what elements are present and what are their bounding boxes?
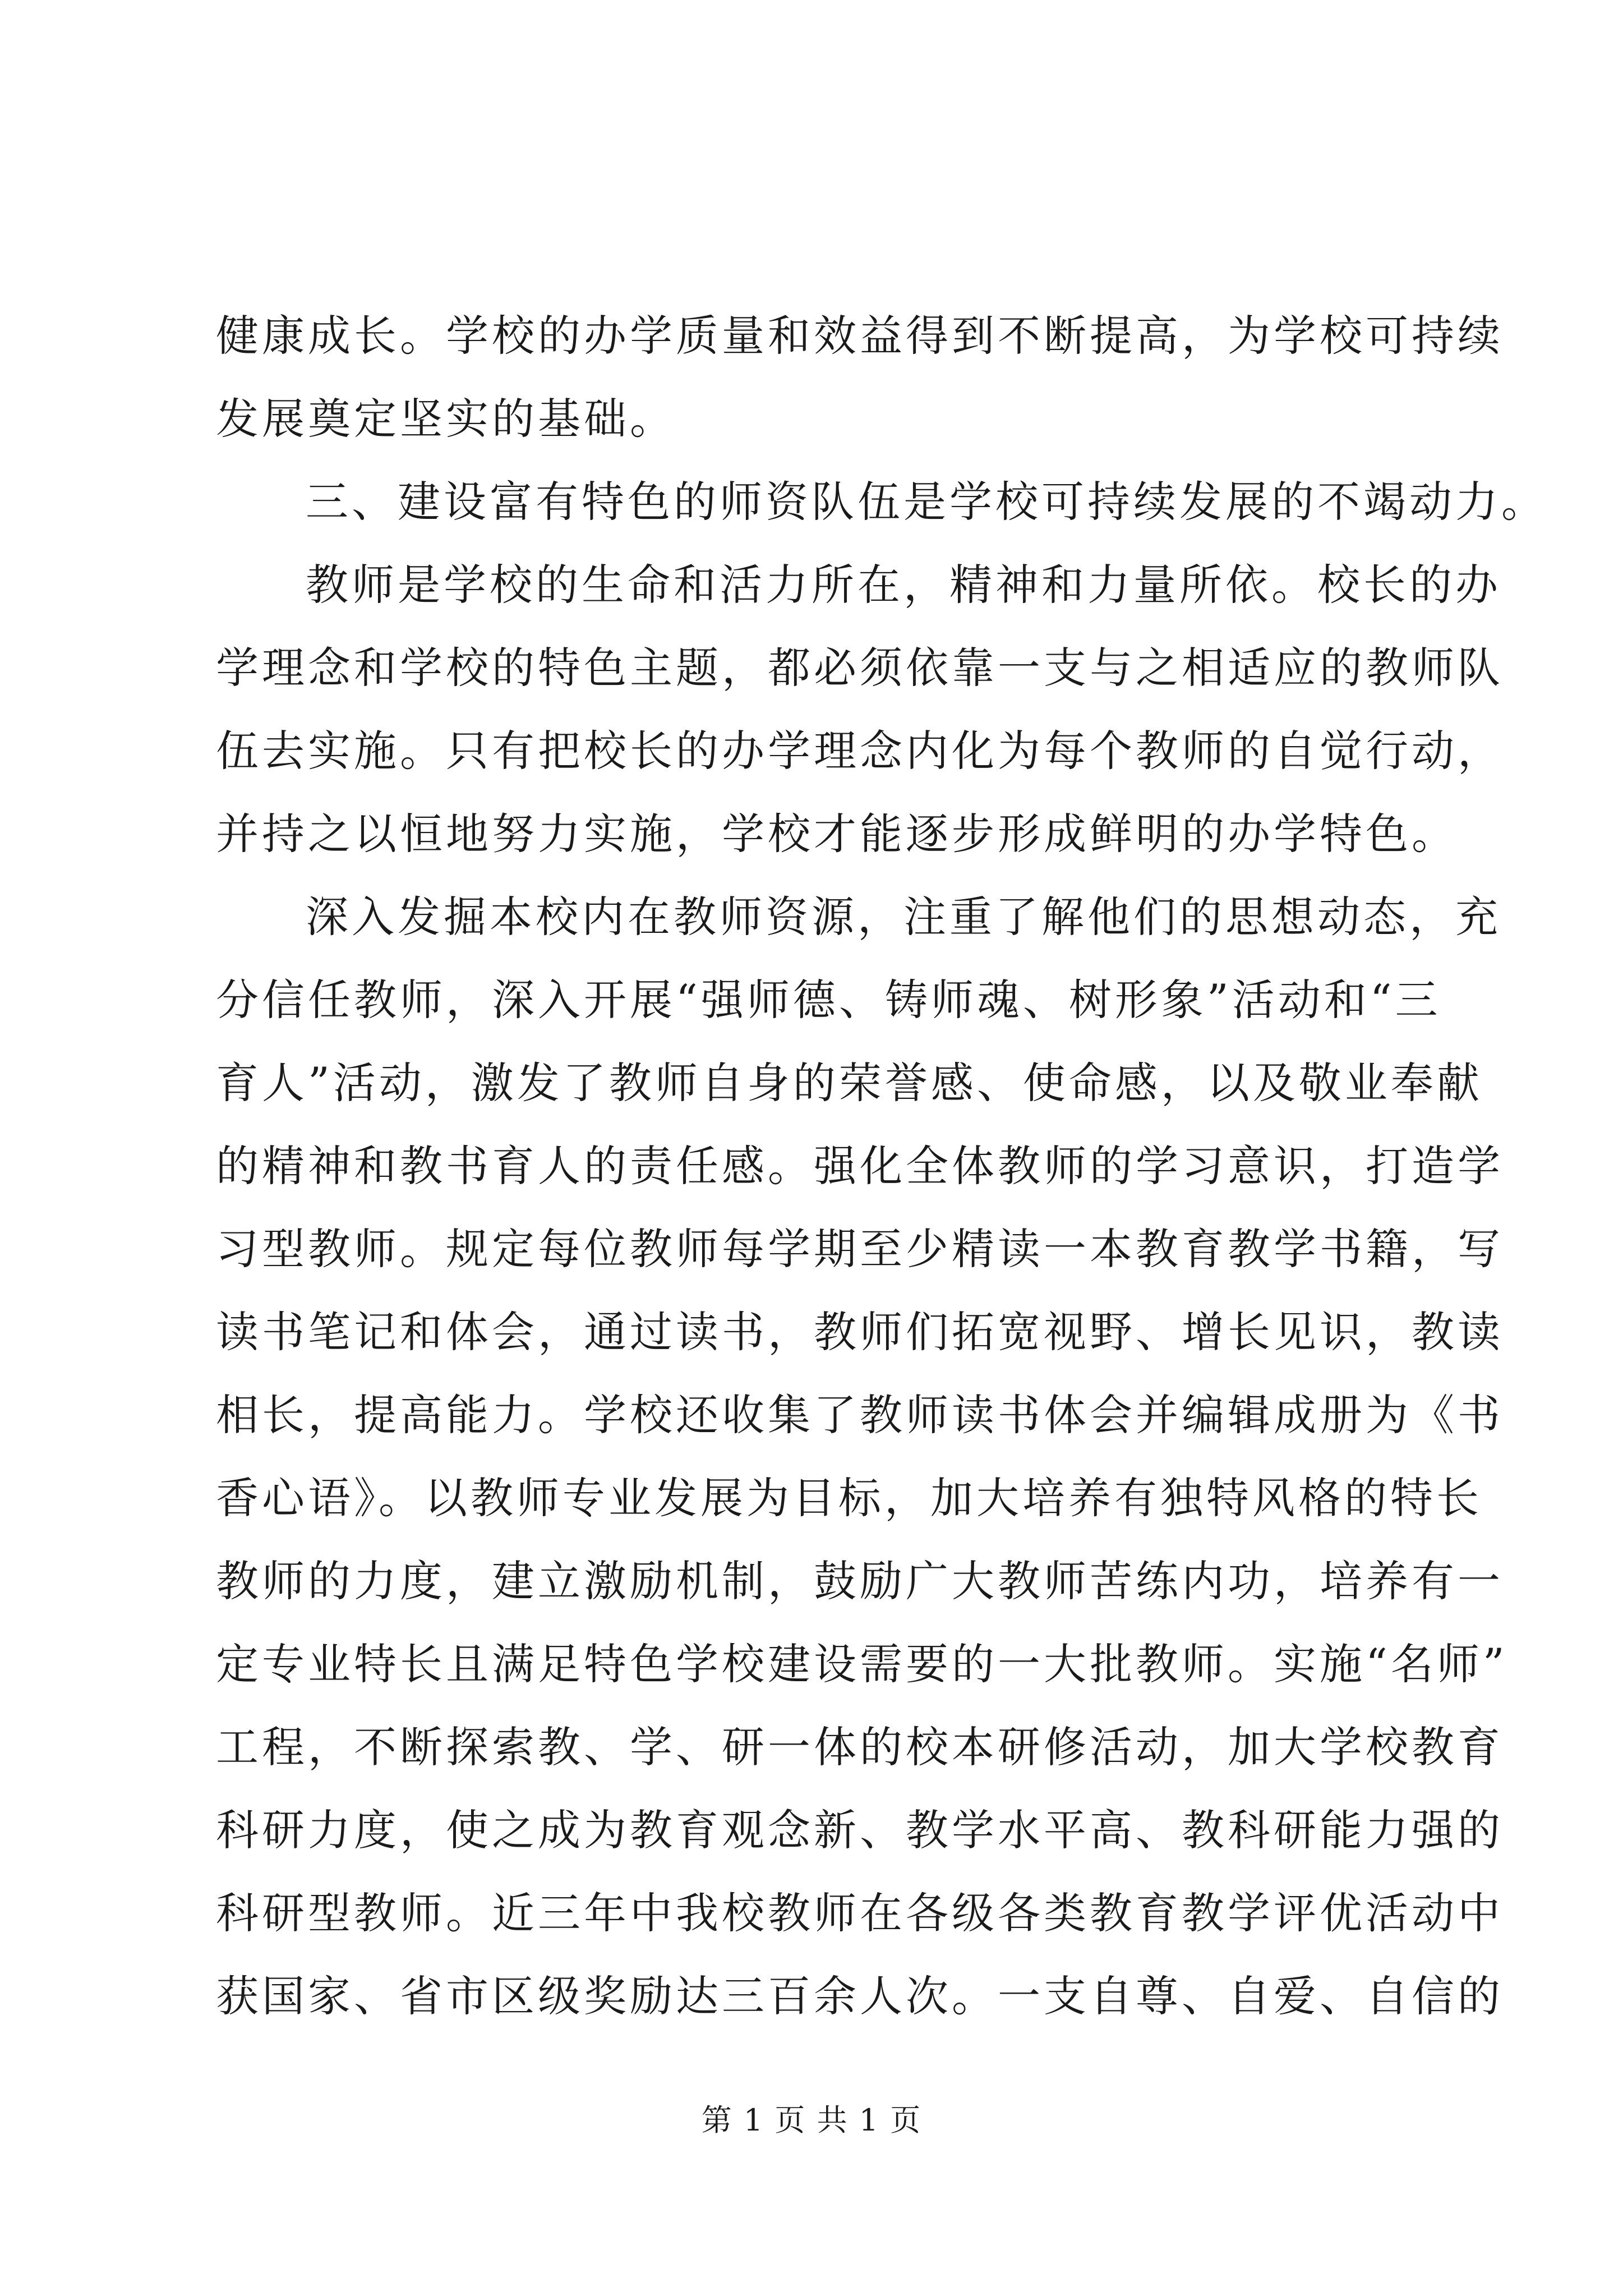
text-line: 深入发掘本校内在教师资源，注重了解他们的思想动态，充 bbox=[306, 892, 1501, 942]
text-line: 并持之以恒地努力实施，学校才能逐步形成鲜明的办学特色。 bbox=[216, 809, 1458, 859]
text-line: 科研力度，使之成为教育观念新、教学水平高、教科研能力强的 bbox=[216, 1805, 1504, 1855]
text-line: 相长，提高能力。学校还收集了教师读书体会并编辑成册为《书 bbox=[216, 1390, 1504, 1440]
page-footer: 第 1 页 共 1 页 bbox=[701, 2102, 922, 2138]
text-line: 育人”活动，激发了教师自身的荣誉感、使命感，以及敬业奉献 bbox=[216, 1058, 1483, 1108]
text-line: 习型教师。规定每位教师每学期至少精读一本教育教学书籍，写 bbox=[216, 1224, 1504, 1274]
text-line: 定专业特长且满足特色学校建设需要的一大批教师。实施“名师” bbox=[216, 1639, 1508, 1689]
text-line: 科研型教师。近三年中我校教师在各级各类教育教学评优活动中 bbox=[216, 1888, 1504, 1938]
text-line: 发展奠定坚实的基础。 bbox=[216, 394, 676, 444]
text-line: 伍去实施。只有把校长的办学理念内化为每个教师的自觉行动， bbox=[216, 726, 1504, 776]
document-body bbox=[216, 295, 1547, 2038]
text-line: 获国家、省市区级奖励达三百余人次。一支自尊、自爱、自信的 bbox=[216, 1971, 1504, 2021]
text-line: 健康成长。学校的办学质量和效益得到不断提高，为学校可持续 bbox=[216, 311, 1504, 361]
text-line: 分信任教师，深入开展“强师德、铸师魂、树形象”活动和“三 bbox=[216, 975, 1441, 1025]
text-line: 工程，不断探索教、学、研一体的校本研修活动，加大学校教育 bbox=[216, 1722, 1504, 1772]
text-line: 教师是学校的生命和活力所在，精神和力量所依。校长的办 bbox=[306, 560, 1501, 610]
text-line: 的精神和教书育人的责任感。强化全体教师的学习意识，打造学 bbox=[216, 1141, 1504, 1191]
text-line: 教师的力度，建立激励机制，鼓励广大教师苦练内功，培养有一 bbox=[216, 1556, 1504, 1606]
section-heading: 三、建设富有特色的师资队伍是学校可持续发展的不竭动力。 bbox=[306, 477, 1547, 527]
text-line: 读书笔记和体会，通过读书，教师们拓宽视野、增长见识，教读 bbox=[216, 1307, 1504, 1357]
text-line: 学理念和学校的特色主题，都必须依靠一支与之相适应的教师队 bbox=[216, 643, 1504, 693]
text-line: 香心语》。以教师专业发展为目标，加大培养有独特风格的特长 bbox=[216, 1473, 1482, 1523]
